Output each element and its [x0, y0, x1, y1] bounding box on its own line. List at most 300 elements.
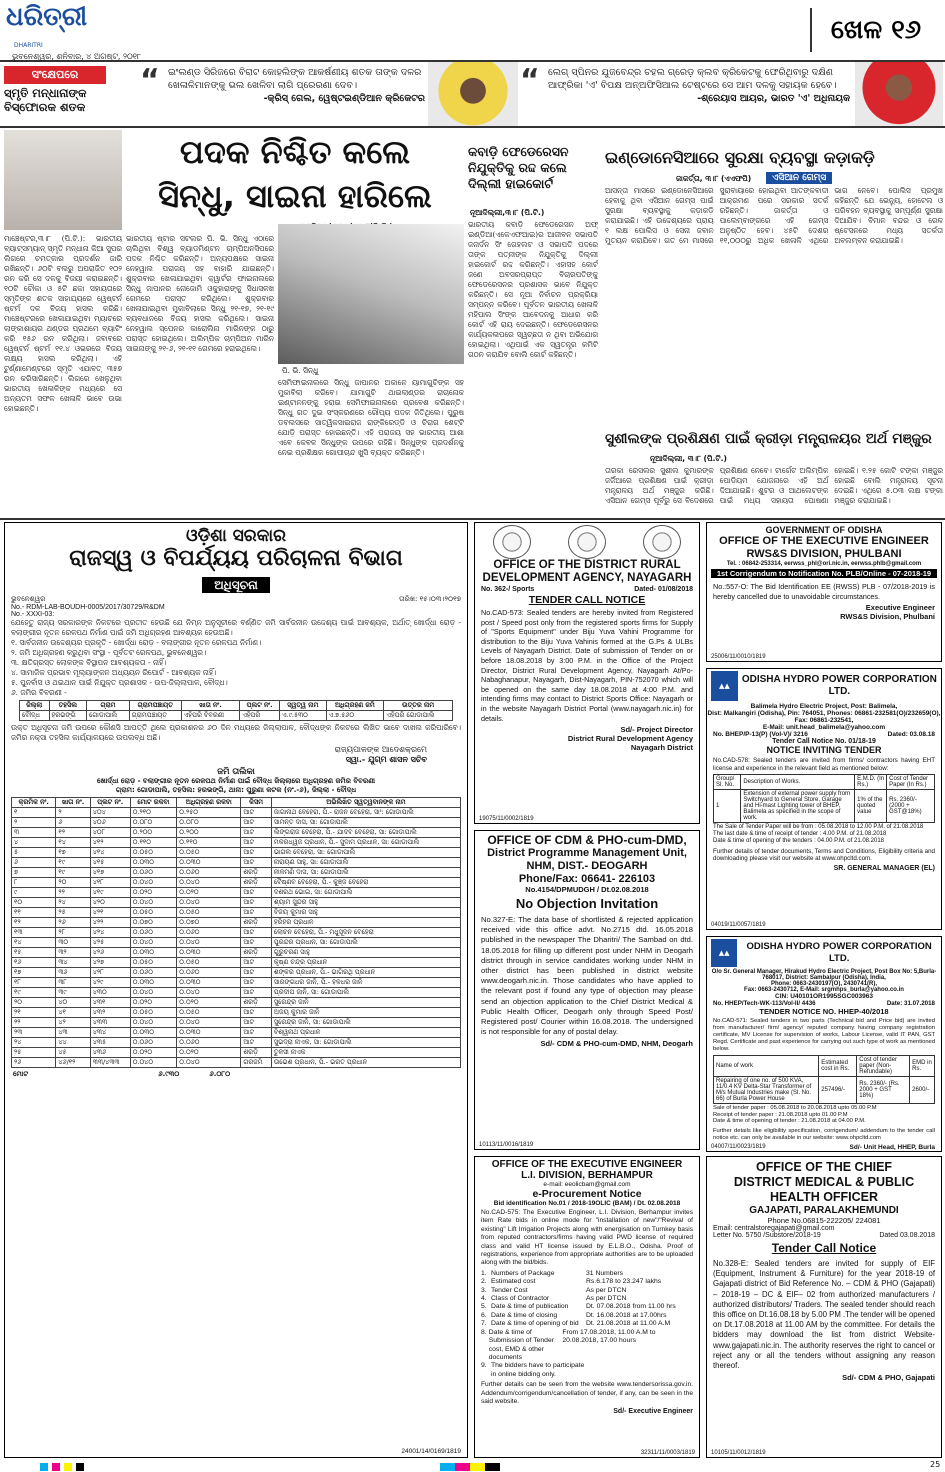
table-cell: ୪୨୯ — [90, 978, 130, 988]
ad-nayagarh — [474, 522, 700, 824]
lead-body-right: ସେମିଫାଇନାଲରେ ସିନ୍ଧୁ ଜାପାନର ଅକାନେ ୟାମାଗୁଚିଙ୍କ ସହ ମୁକାବିଲା କରିବେ। ଯାମାଗୁଚି ଥାଇଲାଣ୍ଡର ରାଚାନୋକ ଇଣ୍ଟାନନଙ୍କୁ ହରାଇ ସେମିଫାଇନାଲରେ ପ୍ରବେଶ କରିଛନ୍ତି। ସିନ୍ଧୁ ଗତ ଦୁଇ ସଂସ୍କରଣରେ ରୌପ୍ୟ ପଦକ ଜିତିଥିଲେ। ପୁରୁଷ ଡବଲସରେ ସାତ୍ୱିକସାଇରାଜ ରାଙ୍କିରେଡ୍ଡି ଓ ଚିରାଗ ଶେଟ୍ଟି ଯୋଡ଼ି ପରାସ୍ତ ହୋଇଛନ୍ତି। ଏହି ପରାଜୟ ସହ ଭାରତୀୟ ଆଶା ଏବେ କେବଳ ସିନ୍ଧୁଙ୍କ ଉପରେ ରହିଛି। ସିନ୍ଧୁଙ୍କ ପ୍ରଦର୍ଶନକୁ ନେଇ ପ୍ରଶିକ୍ଷକ ଗୋପୀଚାନ୍ଦ ଖୁସି ବ୍ୟକ୍ତ କରିଛନ୍ତି। — [278, 378, 464, 457]
table-cell: ୧୭ — [12, 968, 56, 978]
nayagarh-dated: Dated- 01/08/2018 — [634, 586, 693, 593]
govt-notice — [4, 522, 468, 1458]
ohpc1-heading: NOTICE INVITING TENDER — [766, 745, 882, 755]
ohpc1-dated: Dated: 03.08.18 — [887, 731, 935, 738]
table-row — [12, 858, 461, 868]
table-cell: ୦.୦୩୦ — [130, 1028, 177, 1038]
table-cell: ୧୩ — [12, 928, 56, 938]
table-header-cell: Cost of tender paper (Non-Refundable) — [857, 1056, 910, 1077]
ohpc2-sign: Sd/- Unit Head, HHEP, Burla — [849, 1143, 935, 1151]
table-cell: ୪୧୨ — [90, 838, 130, 848]
ohpc1-footer: Further details of tender documents, Terms and Conditions, Eligibility criteria and downloading please visit our website at www.ohpcltd.com. — [713, 847, 935, 863]
quote-right — [520, 63, 850, 124]
table-cell: ସୁରେନ୍ଦ୍ର ଜାନି — [271, 998, 460, 1008]
table-cell: ୦.୦୪୦ — [177, 898, 241, 908]
table-cell: ଏହିପରି — [240, 711, 280, 721]
table-cell: ଆଟ — [241, 978, 272, 988]
table-cell: ସୁରେନ୍ଦ୍ର ଜାନି, ସା: ଗୋଡାପାଲି — [271, 1018, 460, 1028]
nayagarh-body: No.CAD-573: Sealed tenders are hereby invited from Registered post / Speed post only from the registered sports firms for Supply of "Sports Equipment" under Biju Yuva Vahini Programme for distribution to the Biju Yuva Vahinis formed at the G.Ps & ULBs Levels of Nayagarh District. Date of submission of Tender on or before 18.08.2018 by 3:00 P.M. in the Office of the Project Director, District Rural Development Agency, Nayagarh At/Po-Nabaghanapur, Nayagarh, Dist-Nayagarh, PIN-752070 which will be opened on the same day 18.08.2018 at 4:00 P.M. and intending firms may contact to District Sports Office: Nayagarh or in the website Nayagarh District Portal (www.nayagarh.nic.in) for details. — [481, 608, 693, 723]
nayagarh-code: 19075/11/0002/1819 — [479, 816, 534, 822]
gajapati-title1: OFFICE OF THE CHIEF — [755, 1160, 893, 1174]
berhampur-title1: OFFICE OF THE EXECUTIVE ENGINEER — [491, 1159, 683, 1170]
table-cell: ୦.୦୩୦ — [130, 978, 177, 988]
table-cell: ୦.୦୭୦ — [130, 918, 177, 928]
table-cell: ୧୫ — [12, 948, 56, 958]
brief-headline: ସ୍ମୃତି ମନ୍ଧାନାଙ୍କ ବିସ୍ଫୋରକ ଶତକ — [4, 86, 87, 114]
phulbani-code: 25006/11/0010/1819 — [711, 654, 766, 660]
table-cell: ୪୨୮ — [90, 968, 130, 978]
table-header-cell: ପ୍ଲଟ ନଂ. — [240, 701, 280, 711]
security-dateline: ଜାକର୍ତ୍ତା, ୩।୮ (ଏଏଫପି) — [676, 174, 752, 183]
deogarh-sign: Sd/- CDM & PHO-cum-DMD, NHM, Deogarh — [540, 1039, 693, 1049]
ohpc2-dated: Date: 31.07.2018 — [886, 1000, 935, 1007]
table-header-cell: ଅଧିଗ୍ରହଣ ଜମି — [326, 701, 384, 711]
table-cell: ଦଶରଥ ଭୋଇ, ସା: ଗୋଡାପାଲି — [271, 888, 460, 898]
mandhana-photo — [4, 130, 122, 230]
table-cell: ୦.୦୪୦ — [130, 1018, 177, 1028]
table-cell: ୮ — [12, 878, 56, 888]
table-row — [12, 918, 461, 928]
ohpc1-table — [713, 774, 935, 823]
table-row — [12, 888, 461, 898]
table-row — [12, 1038, 461, 1048]
table-cell: ହରିହର ପ୍ରଧାନ — [271, 918, 460, 928]
gajapati-title3: HEALTH OFFICER — [769, 1190, 879, 1204]
brief-tag: ସଂକ୍ଷେପରେ — [4, 66, 106, 84]
table-cell: ଏ.୭.୫୬୦ — [326, 711, 384, 721]
list-item — [481, 1287, 693, 1295]
table-cell: ୦.୨୧୦ — [130, 808, 177, 818]
table-cell: ୧ — [12, 808, 56, 818]
list-item — [481, 1362, 693, 1379]
table-cell: ୦.୦୪୦ — [177, 988, 241, 998]
table-cell: ୦.୦୨୦ — [130, 1048, 177, 1058]
table-header-cell: ଗ୍ରାମ — [87, 701, 130, 711]
table-cell: ଶରଡ଼ି — [241, 918, 272, 928]
table-cell: ନାରାୟଣ ସାହୁ, ସା: ଗୋଡାପାଲି — [271, 858, 460, 868]
table-header-cell: ଅଧିଗ୍ରହଣ ରକବା — [177, 798, 241, 808]
table-cell: ୪୩୩ — [90, 1018, 130, 1028]
govt-dept: ରାଜସ୍ୱ ଓ ବିପର୍ଯ୍ୟୟ ପରିଚାଳନା ବିଭାଗ — [69, 546, 403, 571]
table-header-cell: Name of work — [714, 1056, 819, 1077]
byv-logo-icon — [643, 525, 681, 559]
table-cell: ୧୦ — [12, 898, 56, 908]
gajapati-body: No.328-E: Sealed tenders are invited for supply of EIF (Equipment, Instrument & Furniture) for the year 2018-19 of Gajapati district of Bid Reference No. – CDM & PHO (Gajapati) – 2018-19 – DC & EIF– 02 from authorized manufacturers / authorized distributors/ Traders. The sealed tender should reach this office on Dt.16.08.18 by 5.00 PM .The tender will be opened on Dt.17.08.2018 at 11.00 AM by the committee. For details the bidders may download the list from district Website-www.gajapati.nic.in. The authority reserves the right to cancel or reject any or all the tenders without assigning any reason thereof. — [713, 1259, 935, 1371]
list-item — [481, 1329, 693, 1363]
table-cell: ୫ — [12, 848, 56, 858]
table-cell: ୪୧୭ — [90, 868, 130, 878]
schedule-sub: ଖୋର୍ଦ୍ଧା ରୋଡ଼ - ବଲାଙ୍ଗୀର ନୂତନ ରେଳପଥ ନିର୍ମାଣ ପାଇଁ ବୌଦ୍ଧ ଜିଲ୍ଲାରେ ଅଧିଗ୍ରହଣ ଜମିର ବିବରଣୀ — [96, 777, 376, 785]
table-cell: ୦.୦୩୦ — [177, 948, 241, 958]
table-cell: ୦.୦୪୦ — [177, 1058, 241, 1068]
table-cell: ୧୧ — [12, 908, 56, 918]
table-cell: ୪୨୪ — [90, 928, 130, 938]
table-cell: ୩୮ — [56, 978, 90, 988]
table-row — [12, 1028, 461, 1038]
table-cell: ୦.୦୬୦ — [130, 928, 177, 938]
berhampur-email: e-mail: eeolicbam@gmail.com — [543, 1181, 631, 1188]
schedule-title: ଜମି ତାଲିକା — [217, 767, 255, 777]
quote-right-text: ଲେଗ୍ ସ୍ପିନର ଯୁଜବେନ୍ଦ୍ର ଚହଲ ଗ୍ରେଡ଼ କ୍ଲବ କ୍ରିକେଟକୁ ଫେରିଥିବାରୁ ଦକ୍ଷିଣ ଆଫ୍ରିକା 'ଏ' ବିପକ୍ଷ ଅନ୍‌ଅଫିସିଆଲ ଟେଷ୍ଟରେ ସେ ଆମ ଦଳକୁ ସହାୟକ ହେବେ। — [548, 67, 837, 91]
table-cell: ୪୨ — [56, 1018, 90, 1028]
govt-signatory: ରାଜ୍ୟପାଳଙ୍କ ଆଦେଶକ୍ରମେ — [334, 745, 427, 754]
govt-point: ୪. ସାମାଜିକ ପ୍ରଭାବ ମୂଲ୍ୟାଙ୍କନ ଅଧ୍ୟୟନ ରିପୋର୍ଟ - ଆବଶ୍ୟକ ନାହିଁ। — [11, 668, 217, 677]
table-cell: ଏ.୯.୫୩୦ — [280, 711, 326, 721]
table-cell: ୪୧୪ — [90, 848, 130, 858]
ohpc-logo-icon: ▲▲ — [711, 939, 737, 967]
date-line: The last date & time of receipt of tender : 4.00 P.M. of 21.08.2018 — [713, 831, 887, 838]
table-row — [12, 988, 461, 998]
odisha-emblem-icon — [568, 525, 606, 559]
list-cell: Date & time of Submission of Tender cost, EMD & other documents — [488, 1328, 554, 1361]
gajapati-sign: Sd/- CDM & PHO, Gajapati — [842, 1373, 935, 1383]
list-item — [481, 1303, 693, 1311]
table-cell: ଜାଗାନାଥ ବେହେରା, ପି.- ରାଜନ ବେହେରା, ସାଂ: ଗୋଡାପାଲି — [271, 808, 460, 818]
table-cell: ୧୪ — [12, 938, 56, 948]
sushil-headline: ସୁଶୀଲଙ୍କ ପ୍ରଶିକ୍ଷଣ ପାଇଁ କ୍ରୀଡ଼ା ମନ୍ତ୍ରାଳୟର ଅର୍ଥ ମଞ୍ଜୁର — [605, 431, 932, 447]
ohpc2-title: ODISHA HYDRO POWER CORPORATION LTD. — [746, 941, 932, 964]
list-cell: Date & time of closing — [491, 1311, 558, 1319]
date-line: The Sale of Tender Paper will be from : 05.08.2018 to 12.00 P.M. of 21.08.2018 — [713, 824, 924, 831]
table-cell: ଶରଡ଼ି — [241, 948, 272, 958]
black-mark — [76, 1463, 84, 1471]
table-cell: ୩୪ — [56, 958, 90, 968]
table-cell: ସାରଙ୍ଗଧର ଜାନି, ପି.- ହଳଧର ଜାନି — [271, 978, 460, 988]
gajapati-title2: DISTRICT MEDICAL & PUBLIC — [733, 1175, 915, 1189]
table-cell: ୧୬ — [12, 958, 56, 968]
sindhu-photo — [278, 224, 464, 364]
table-header-cell: ଜିଲ୍ଲା — [20, 701, 50, 711]
dateline: ଭୁବନେଶ୍ୱର, ଶନିବାର, ୪ ଅଗଷ୍ଟ, ୨୦୧୮ — [12, 52, 142, 61]
table-cell: ଶରଡ଼ି — [241, 868, 272, 878]
gajapati-code: 10105/11/0012/1819 — [711, 1450, 766, 1456]
color-bar — [440, 1463, 500, 1471]
list-cell: Dt. 07.08.2018 from 11.00 hrs — [586, 1303, 676, 1311]
berhampur-ref: Bid identification No.01 / 2018-19OLIC (BAM) / Dt. 02.08.2018 — [493, 1200, 681, 1207]
table-cell: ୪୫ — [56, 1048, 90, 1058]
table-cell: ୪୬/୧୨ — [56, 1058, 90, 1068]
table-cell: ୦.୦୪୦ — [130, 988, 177, 998]
table-row — [12, 948, 461, 958]
list-cell: 2. — [481, 1278, 487, 1286]
table-cell: ୪୨୫ — [90, 938, 130, 948]
quote-left — [140, 63, 425, 124]
photo-caption: ପି. ଭି. ସିନ୍ଧୁ — [282, 366, 319, 375]
ohpc2-table — [713, 1055, 935, 1104]
table-cell: ୧୨ — [56, 828, 90, 838]
kabaddi-headline: କବାଡ଼ି ଫେଡେରେସନ ନିଯୁକ୍ତିକୁ ରଦ୍ଦ କଲେ ଦିଲ୍ଲୀ ହାଇକୋର୍ଟ — [468, 144, 569, 191]
nayagarh-sign2: District Rural Development Agency — [567, 734, 693, 744]
govt-subref: No.- XXXI-03: — [11, 611, 55, 618]
phulbani-sign1: Executive Engineer — [865, 603, 935, 613]
table-cell: ଗ୍ରାମପଞ୍ଚାୟତ — [129, 711, 181, 721]
table-cell: ୦.୦୨୦ — [130, 888, 177, 898]
security-body: ଆସନ୍ତା ମାସରେ ଇଣ୍ଡୋନେସିଆରେ ହେବାକୁ ଥିବା ଏସିଆନ ଗେମ୍ସ ପାଇଁ ସୁରକ୍ଷା ବ୍ୟବସ୍ଥାକୁ କଡ଼ାକଡ଼ି କରାଯାଇଛି। ଏହି ଉଦ୍ଦେଶ୍ୟରେ ପ୍ରାୟ ୧ ଲକ୍ଷ ପୋଲିସ ଓ ସେନା ଜବାନ ମୁତୟନ କରାଯିବେ। ଗତ ମେ ମାସରେ ସୁରାବାୟାରେ ହୋଇଥିବା ଆତଙ୍କବାଦୀ ଆକ୍ରମଣ ପରେ ସରକାର ସତର୍କ ରହିଛନ୍ତି। ଜାକର୍ତ୍ତା ଓ ପାଲେମ୍ବାଙ୍ଗରେ ଏହି ଗେମ୍ସ ଅନୁଷ୍ଠିତ ହେବ। ୪୫ଟି ଦେଶର ୧୧,୦୦୦ରୁ ଅଧିକ ଖେଳାଳି ଏଥିରେ ଭାଗ ନେବେ। ପୋଲିସ ପ୍ରମୁଖ କହିଛନ୍ତି ଯେ ଭେନ୍ୟୁ, ହୋଟେଲ ଓ ପରିବହନ ବ୍ୟବସ୍ଥାକୁ ସମ୍ପୂର୍ଣ୍ଣ ସୁରକ୍ଷା ଦିଆଯିବ। ବିମାନ ବନ୍ଦର ଓ ରେଳ ଷ୍ଟେସନରେ ମଧ୍ୟ ସତର୍କତା ଅବଲମ୍ବନ କରାଯାଇଛି। — [605, 186, 943, 245]
table-cell: ଶରଡ଼ି — [241, 1048, 272, 1058]
print-marks — [0, 1462, 945, 1472]
table-cell: ୪୩୫ — [90, 1038, 130, 1048]
table-cell: ୨୦ — [12, 998, 56, 1008]
table-cell: ଆଟ — [241, 818, 272, 828]
table-cell: ୨୧ — [12, 1008, 56, 1018]
table-cell: ୪୧୮ — [90, 878, 130, 888]
table-header-cell: ଉତ୍ତର ନାମ — [384, 701, 453, 711]
table-row — [12, 878, 461, 888]
table-row — [12, 898, 461, 908]
quote-left-author: -କ୍ରିସ୍ ଗେଲ, ୱେଷ୍ଟଇଣ୍ଡିଆନ କ୍ରିକେଟର — [263, 93, 425, 104]
page-number: 25 — [930, 1460, 941, 1469]
schedule-sub2: ଗ୍ରାମ: ଗୋଡାପାଲି, ତହସିଲ: ହରଭଙ୍ଗି, ଥାନା: ପୁରୁଣା କଟକ (ନଂ.-୬), ଜିଲ୍ଲା - ବୌଦ୍ଧ — [115, 786, 357, 794]
ad-logos — [475, 523, 699, 559]
table-cell: ତୁଳସୀ ନାଏକ — [271, 1048, 460, 1058]
security-tag: ଏସିଆନ ଗେମ୍ସ — [766, 172, 832, 184]
table-cell: ୧୭ — [56, 848, 90, 858]
table-cell: ୪୦ — [56, 998, 90, 1008]
table-cell: ୦.୦୫୦ — [177, 908, 241, 918]
ohpc2-heading: TENDER NOTICE NO. HHEP-40/2018 — [759, 1007, 889, 1016]
govt-point: ୨. ଜମି ଅଧିଗ୍ରହଣ କରୁଥିବା ସଂସ୍ଥା - ପୂର୍ବତଟ ରେଳପଥ, ଭୁବନେଶ୍ୱର। — [11, 648, 207, 657]
table-cell: ୦.୧୧୦ — [130, 838, 177, 848]
table-cell: Rs. 2360/- (Rs. 2000 + GST 18%) — [857, 1077, 910, 1104]
table-cell: ୦.୦୩୦ — [177, 858, 241, 868]
ohpc2-intro: No.CAD-571: Sealed tenders in two parts (Technical bid and Price bid) are invited from manufacturer/ firm/ agency/ reputed company having company registration certificate, MV License for supervision of works, Labour License, valid IT PAN, GST Regd. Certificate and past experience for carrying out such type of work as mentioned below. — [713, 1018, 935, 1052]
magenta-mark — [52, 1463, 60, 1471]
table-cell: ଆଟ — [241, 808, 272, 818]
phulbani-body: No.:557-O: The Bid Identification EE (RWSS) PLB - 07/2018-2019 is hereby cancelled due to unavoidable circumstances. — [713, 582, 935, 601]
table-cell: ୪୨୬ — [90, 948, 130, 958]
table-header-cell: ମୋଟ ରକବା — [130, 798, 177, 808]
deogarh-title2: District Programme Management Unit, NHM, DIST.- DEOGARH — [487, 847, 687, 872]
table-cell: ୩୩/୪୩୩ — [90, 1058, 130, 1068]
kabaddi-body: ଭାରତୀୟ କବାଡ଼ି ଫେଡେରେସନ ଅଫ୍ ଇଣ୍ଡିଆ(ଏକେଏଫଆଇ)ର ଆଜୀବନ ସଭାପତି ଜନାର୍ଦନ ସିଂ ଗେହଲଟ ଓ ସଭାପତି ପଦରେ ତାଙ୍କ ପତ୍ନୀଙ୍କ ନିଯୁକ୍ତିକୁ ଦିଲ୍ଲୀ ହାଇକୋର୍ଟ ରଦ୍ଦ କରିଛନ୍ତି। ଏହାସହ କୋର୍ଟ ଜଣେ ଅବସରପ୍ରାପ୍ତ ବିଚାରପତିଙ୍କୁ ଫେଡେରେସନର ପ୍ରଶାସକ ଭାବେ ନିଯୁକ୍ତ କରିଛନ୍ତି। ସେ ନୂଆ ନିର୍ବାଚନ ପ୍ରକ୍ରିୟା ସମ୍ପନ୍ନ କରିବେ। ପୂର୍ବତନ ଭାରତୀୟ ଖେଳାଳି ମହିପାଲ ସିଂଙ୍କ ଆବେଦନକୁ ଆଧାର କରି କୋର୍ଟ ଏହି ରାୟ ଦେଇଛନ୍ତି। ଫେଡେରେସନର କାର୍ଯ୍ୟକଳାପରେ ସ୍ୱଚ୍ଛତା ନ ଥିବା ଅଭିଯୋଗ ହୋଇଥିଲା। ଏଥିପାଇଁ ଏକ ସ୍ୱତନ୍ତ୍ର କମିଟି ଗଠନ କରାଯିବ ବୋଲି କୋର୍ଟ କହିଛନ୍ତି। — [468, 220, 598, 359]
table-row — [12, 1048, 461, 1058]
table-header-cell: Description of Works. — [741, 775, 855, 790]
table-cell: ୨୬ — [56, 918, 90, 928]
list-cell: Dt. 16.08.2018 at 17.00hrs — [586, 1311, 667, 1319]
table-cell: ୦.୦୮୦ — [177, 818, 241, 828]
table-cell: ଆଟ — [241, 1008, 272, 1018]
table-cell: ଆଟ — [241, 908, 272, 918]
divider — [0, 126, 945, 128]
table-cell: ୦.୦୬୦ — [130, 868, 177, 878]
list-cell: 3. — [481, 1286, 487, 1294]
table-cell: ଭାଗଲ ବେହେରା, ସା: ଗୋଡାପାଲି — [271, 848, 460, 858]
table-cell: ୨୩ — [12, 1028, 56, 1038]
govt-notice-label: ଅଧିସୂଚନା — [202, 577, 270, 593]
ohpc2-sub2: Phone: 0663-2430197(O), 2430741(R), — [770, 981, 878, 987]
table-cell: ୨୫ — [12, 1048, 56, 1058]
iyer-photo — [855, 62, 943, 126]
nayagarh-sign1: Sd/- Project Director — [620, 725, 693, 735]
schedule-total — [5, 1070, 467, 1079]
list-cell: 8. — [481, 1328, 487, 1336]
table-cell: ପ୍ରଦୀପ ଜାନି, ସା: ଗୋଡାପାଲି — [271, 988, 460, 998]
ad-gajapati — [706, 1156, 942, 1458]
govt-code: 24001/14/0169/1819 — [401, 1448, 461, 1455]
date-line: Date & time of opening of the tenders : 04.00 P.M. of 21.08.2018 — [713, 837, 885, 844]
list-item — [481, 1270, 693, 1278]
table-row — [12, 928, 461, 938]
table-cell: ୦.୦୨୦ — [177, 888, 241, 898]
date-line: Sale of tender paper : 05.08.2018 to 20.08.2018 upto 05.00 P.M — [713, 1105, 877, 1111]
table-cell: ଲୋଚନ ବେହେରା, ପି.- ମଧୁସୂଦନ ବେହେରା — [271, 928, 460, 938]
sushil-dateline: ନୂଆଦିଲ୍ଲୀ, ୩।୮ (ପି.ଟି.) — [650, 454, 727, 463]
table-cell: ୩୯ — [56, 988, 90, 998]
ad-berhampur — [474, 1156, 700, 1458]
table-cell: ଶ୍ୟାମ ସୁନ୍ଦର ସାହୁ — [271, 898, 460, 908]
phulbani-sign2: RWS&S Division, Phulbani — [840, 612, 935, 622]
table-cell: ୪୩ — [56, 1028, 90, 1038]
table-cell: ୦.୦୫୦ — [177, 1008, 241, 1018]
ohpc1-sign: SR. GENERAL MANAGER (EL) — [833, 865, 935, 873]
table-row — [12, 958, 461, 968]
table-header-cell: ପ୍ଲଟ ନଂ. — [90, 798, 130, 808]
table-cell: ୦.୦୨୦ — [177, 998, 241, 1008]
table-cell: ବୈଷ୍ଣବ ବେହେରା, ପି.- କୁଞ୍ଜ ବେହେରା — [271, 878, 460, 888]
table-cell: ୨୬ — [12, 1058, 56, 1068]
govt-point: ୬. ଜମିର ବିବରଣୀ - — [11, 688, 67, 697]
list-cell: 9. — [481, 1362, 487, 1370]
table-header-cell: ଅଭିଲିଖିତ ସ୍ୱତ୍ୱବାନଙ୍କ ନାମ — [271, 798, 460, 808]
table-row — [12, 908, 461, 918]
table-cell: ୪୨୨ — [90, 918, 130, 928]
table-cell: 1 — [714, 790, 741, 823]
ad-ohpc-hirakud — [706, 936, 942, 1152]
table-cell: ଉଭେଶ ପ୍ରଧାନ, ପି.- ଭରତ ପ୍ରଧାନ — [271, 1058, 460, 1068]
table-row — [12, 848, 461, 858]
table-cell: Rs. 2360/- (2000 + GST@18%) — [887, 790, 935, 823]
list-cell: From 17.08.2018, 11.00 A.M to 20.08.2018, 17.00 hours — [562, 1328, 656, 1345]
table-header-cell: ସ୍ୱତ୍ୱ ନାମ — [280, 701, 326, 711]
lead-headline-2: ସିନ୍ଧୁ, ସାଇନା ହାରିଲେ — [158, 177, 432, 215]
list-cell: 5. — [481, 1303, 487, 1311]
ohpc2-sub1: O/o Sr. General Manager, Hirakud Hydro Electric Project, Post Box No: 5,Burla-768017, District: Sambalpur (Odisha), India, — [711, 969, 937, 981]
table-cell: ବୌଦ୍ଧ — [20, 711, 50, 721]
table-header-cell: ଖାତା ନଂ. — [56, 798, 90, 808]
govt-point: ୩. କ୍ଷତିଗ୍ରସ୍ତ ଲୋକଙ୍କ ବିସ୍ଥାପନ ଆବଶ୍ୟକତା - ନାହିଁ। — [11, 658, 167, 667]
table-cell: ୧୨ — [12, 918, 56, 928]
table-cell: ୦.୦୬୦ — [177, 1038, 241, 1048]
table-cell: ୪୩୬ — [90, 1048, 130, 1058]
list-item — [481, 1278, 693, 1286]
table-cell: ଆଟ — [241, 848, 272, 858]
table-header-cell: Group/ Sl. No. — [714, 775, 741, 790]
govt-date: ତାରିଖ: ୧୫।୦୩।୨୦୧୭ — [398, 595, 461, 603]
gayle-photo — [428, 62, 518, 126]
table-cell: ୪୨୦ — [90, 898, 130, 908]
date-line: Date & time of opening of tender : 21.08.2018 at 04.00 P.M. — [713, 1118, 866, 1125]
table-cell: ଆଟ — [241, 898, 272, 908]
table-cell: ୦.୦୫୦ — [130, 848, 177, 858]
gajapati-title4: GAJAPATI, PARALAKHEMUNDI — [749, 1205, 899, 1216]
table-cell: ଏହିପରି ବିବରଣୀ — [181, 711, 239, 721]
nayagarh-ref: No. 362-/ Sports — [481, 586, 535, 593]
table-cell: ମକରଧ୍ୱଜ ପ୍ରଧାନ, ପି.- ସୁଦାମ ପ୍ରଧାନ, ସା: ଗୋଡାପାଲି — [271, 838, 460, 848]
govt-ref: No.- RDM-LAB-BOUDH-0005/2017/30729/R&DM — [11, 604, 165, 611]
phulbani-contact: Tel. : 06842-253314, eerwss_phl@ori.nic.in, eerwss.phlb@gmail.com — [726, 561, 922, 567]
table-cell: ୪୩୨ — [90, 1008, 130, 1018]
table-cell: ୪୪ — [56, 1038, 90, 1048]
table-cell: ୦.୦୪୦ — [130, 898, 177, 908]
berhampur-code: 32311/11/0003/1819 — [640, 1450, 695, 1456]
table-header-cell: Cost of Tender Paper (In Rs.) — [887, 775, 935, 790]
table-cell: ୦.୦୪୦ — [130, 938, 177, 948]
berhampur-list — [475, 1270, 699, 1379]
yellow-mark — [64, 1463, 72, 1471]
table-cell: ୦.୦୨୦ — [130, 998, 177, 1008]
list-cell: Date & time of opening of bid — [491, 1320, 579, 1328]
quote-left-text: ଇଂଲଣ୍ଡ ସିରିଜରେ ବିରାଟ କୋହଲିଙ୍କ ଆକର୍ଷଣୀୟ ଶତକ ତାଙ୍କ ଦଳର ଖେଳାଳିମାନଙ୍କୁ ଭଲ ଖେଳିବା ଲାଗି ପ୍ରେରଣା ଦେବ। — [168, 67, 422, 91]
table-cell: ୬ — [56, 818, 90, 828]
nayagarh-sign3: Nayagarh District — [630, 743, 693, 753]
kabaddi-dateline: ନୂଆଦିଲ୍ଲୀ,୩।୮ (ପି.ଟି.) — [470, 208, 545, 217]
list-item — [481, 1312, 693, 1320]
table-cell: ୨୨ — [56, 888, 90, 898]
table-row — [12, 1008, 461, 1018]
deogarh-ref: No.4154/DPMUDGH / Dt.02.08.2018 — [525, 885, 649, 894]
table-cell: ୯ — [12, 888, 56, 898]
list-cell: 7. — [481, 1320, 487, 1328]
table-row — [12, 828, 461, 838]
table-cell: ୦.୦୫୦ — [177, 958, 241, 968]
list-cell: Rs.6.178 to 23.247 lakhs — [586, 1278, 662, 1286]
lead-body-left: ଭାରତୀୟ ଷ୍ଟାର ସଟଲର ପି. ଭି. ସିନ୍ଧୁ ଏଠାରେ ଚାଲିଥିବା ବିଶ୍ୱ ବ୍ୟାଡମିଣ୍ଟନ ଚାମ୍ପିଅନସିପରେ ପଦକ ନିଶ୍ଚିତ କରିଛନ୍ତି। ଅନ୍ୟପକ୍ଷରେ ସାଇନା ନେହୱାଲ ପରାଜୟ ସହ ବାହାରି ଯାଇଛନ୍ତି। ଶୁକ୍ରବାର ଖେଳାଯାଇଥିବା କ୍ୱାର୍ଟର ଫାଇନାଲରେ ସିନ୍ଧୁ ଜାପାନର ନୋଜୋମି ଓକୁହାରାଙ୍କୁ ସିଧାସଳଖ ଗେମରେ ପରାସ୍ତ କରିଥିଲେ। ଶୁକ୍ରବାର ଖେଳାଯାଇଥିବା ମୁକାବିଲାରେ ସିନ୍ଧୁ ୨୧-୧୭, ୨୧-୧୯ ବ୍ୟବଧାନରେ ବିଜୟ ହାସଲ କରିଥିଲେ। ସାଇନା ନେହୱାଲ ସ୍ପେନର କାରୋଲିନା ମାରିନଙ୍କ ଠାରୁ ପରାସ୍ତ ହୋଇଥିଲେ। ଅଲିମ୍ପିକ ଚାମ୍ପିଅନ ମାରିନ ସାଇନାଙ୍କୁ ୨୧-୬, ୨୧-୧୧ ଗେମରେ ହରାଇଥିଲେ। — [126, 234, 274, 353]
ohpc1-intro: No.CAD-578: Sealed tenders are invited from firms/ contractors having EHT license and experience in the relevant field as mentioned below: — [713, 757, 935, 772]
phulbani-heading: 1st Corrigendum to Notification No. PLB/Online - 07-2018-19 — [711, 569, 937, 578]
table-row — [12, 838, 461, 848]
deogarh-code: 10113/11/0016/1819 — [479, 1142, 534, 1148]
table-cell: ୨୫ — [56, 908, 90, 918]
berhampur-heading: e-Procurement Notice — [532, 1188, 642, 1200]
list-cell: 1. — [481, 1269, 487, 1277]
ohpc2-refline — [707, 1000, 941, 1007]
total-label: ମୋଟ — [13, 1070, 29, 1078]
table-cell: କୃଷ୍ଣ ଚନ୍ଦ୍ର ପ୍ରଧାନ — [271, 958, 460, 968]
table-cell: ବିଜୟ କୁମାର ସାହୁ — [271, 908, 460, 918]
table-cell: ଶରଡ଼ି — [241, 878, 272, 888]
table-cell: ୪୧୯ — [90, 888, 130, 898]
table-cell: ୦.୦୩୦ — [177, 1028, 241, 1038]
ad-ohpc-balimela — [706, 668, 942, 930]
table-cell: ୦.୨୦୦ — [177, 828, 241, 838]
ohpc2-footer: Further details like eligibility specification, corrigendum/ addendum to the tender call notice etc. can only be available in our website: www.ohpcltd.com — [713, 1127, 935, 1141]
table-cell: ୦.୦୫୦ — [130, 908, 177, 918]
table-cell: ନୀଳମଣି ଦାସ, ସା: ଗୋଡାପାଲି — [271, 868, 460, 878]
schedule-table — [11, 797, 461, 1068]
govt-signatory-name: ସ୍ୱା.- ଯୁଗ୍ମ ଶାସନ ସଚିବ — [345, 755, 427, 764]
total-value-2: ୬.୦୮୦ — [209, 1070, 231, 1078]
ohpc1-sub2: Dist: Malkangiri (Odisha), Pin: 764051, Phones: 06861-232581(O)/232659(O), Fax: 06861-232541, — [707, 710, 941, 724]
list-cell: Numbers of Package — [491, 1269, 555, 1277]
table-cell: ୦.୦୪୦ — [177, 1018, 241, 1028]
table-cell: ୪୩୪ — [90, 1028, 130, 1038]
berhampur-title2: L.I. DIVISION, BERHAMPUR — [521, 1170, 653, 1181]
table-cell: ୦.୦୬୦ — [130, 1038, 177, 1048]
govt-small-table — [19, 700, 453, 721]
table-cell: ଆଟ — [241, 958, 272, 968]
section-title: ଖେଳ ୧୬ — [810, 8, 940, 52]
table-header-cell: ଗ୍ରାମପଞ୍ଚାୟତ — [129, 701, 181, 711]
emblem-icon — [493, 525, 531, 559]
govt-place: ଭୁବନେଶ୍ୱର — [11, 595, 46, 603]
quote-icon: “ — [140, 63, 160, 98]
ad-deogarh — [474, 830, 700, 1150]
ohpc-logo-icon: ▲▲ — [711, 671, 738, 701]
table-cell: ଆଟ — [241, 1038, 272, 1048]
table-row — [12, 808, 461, 818]
